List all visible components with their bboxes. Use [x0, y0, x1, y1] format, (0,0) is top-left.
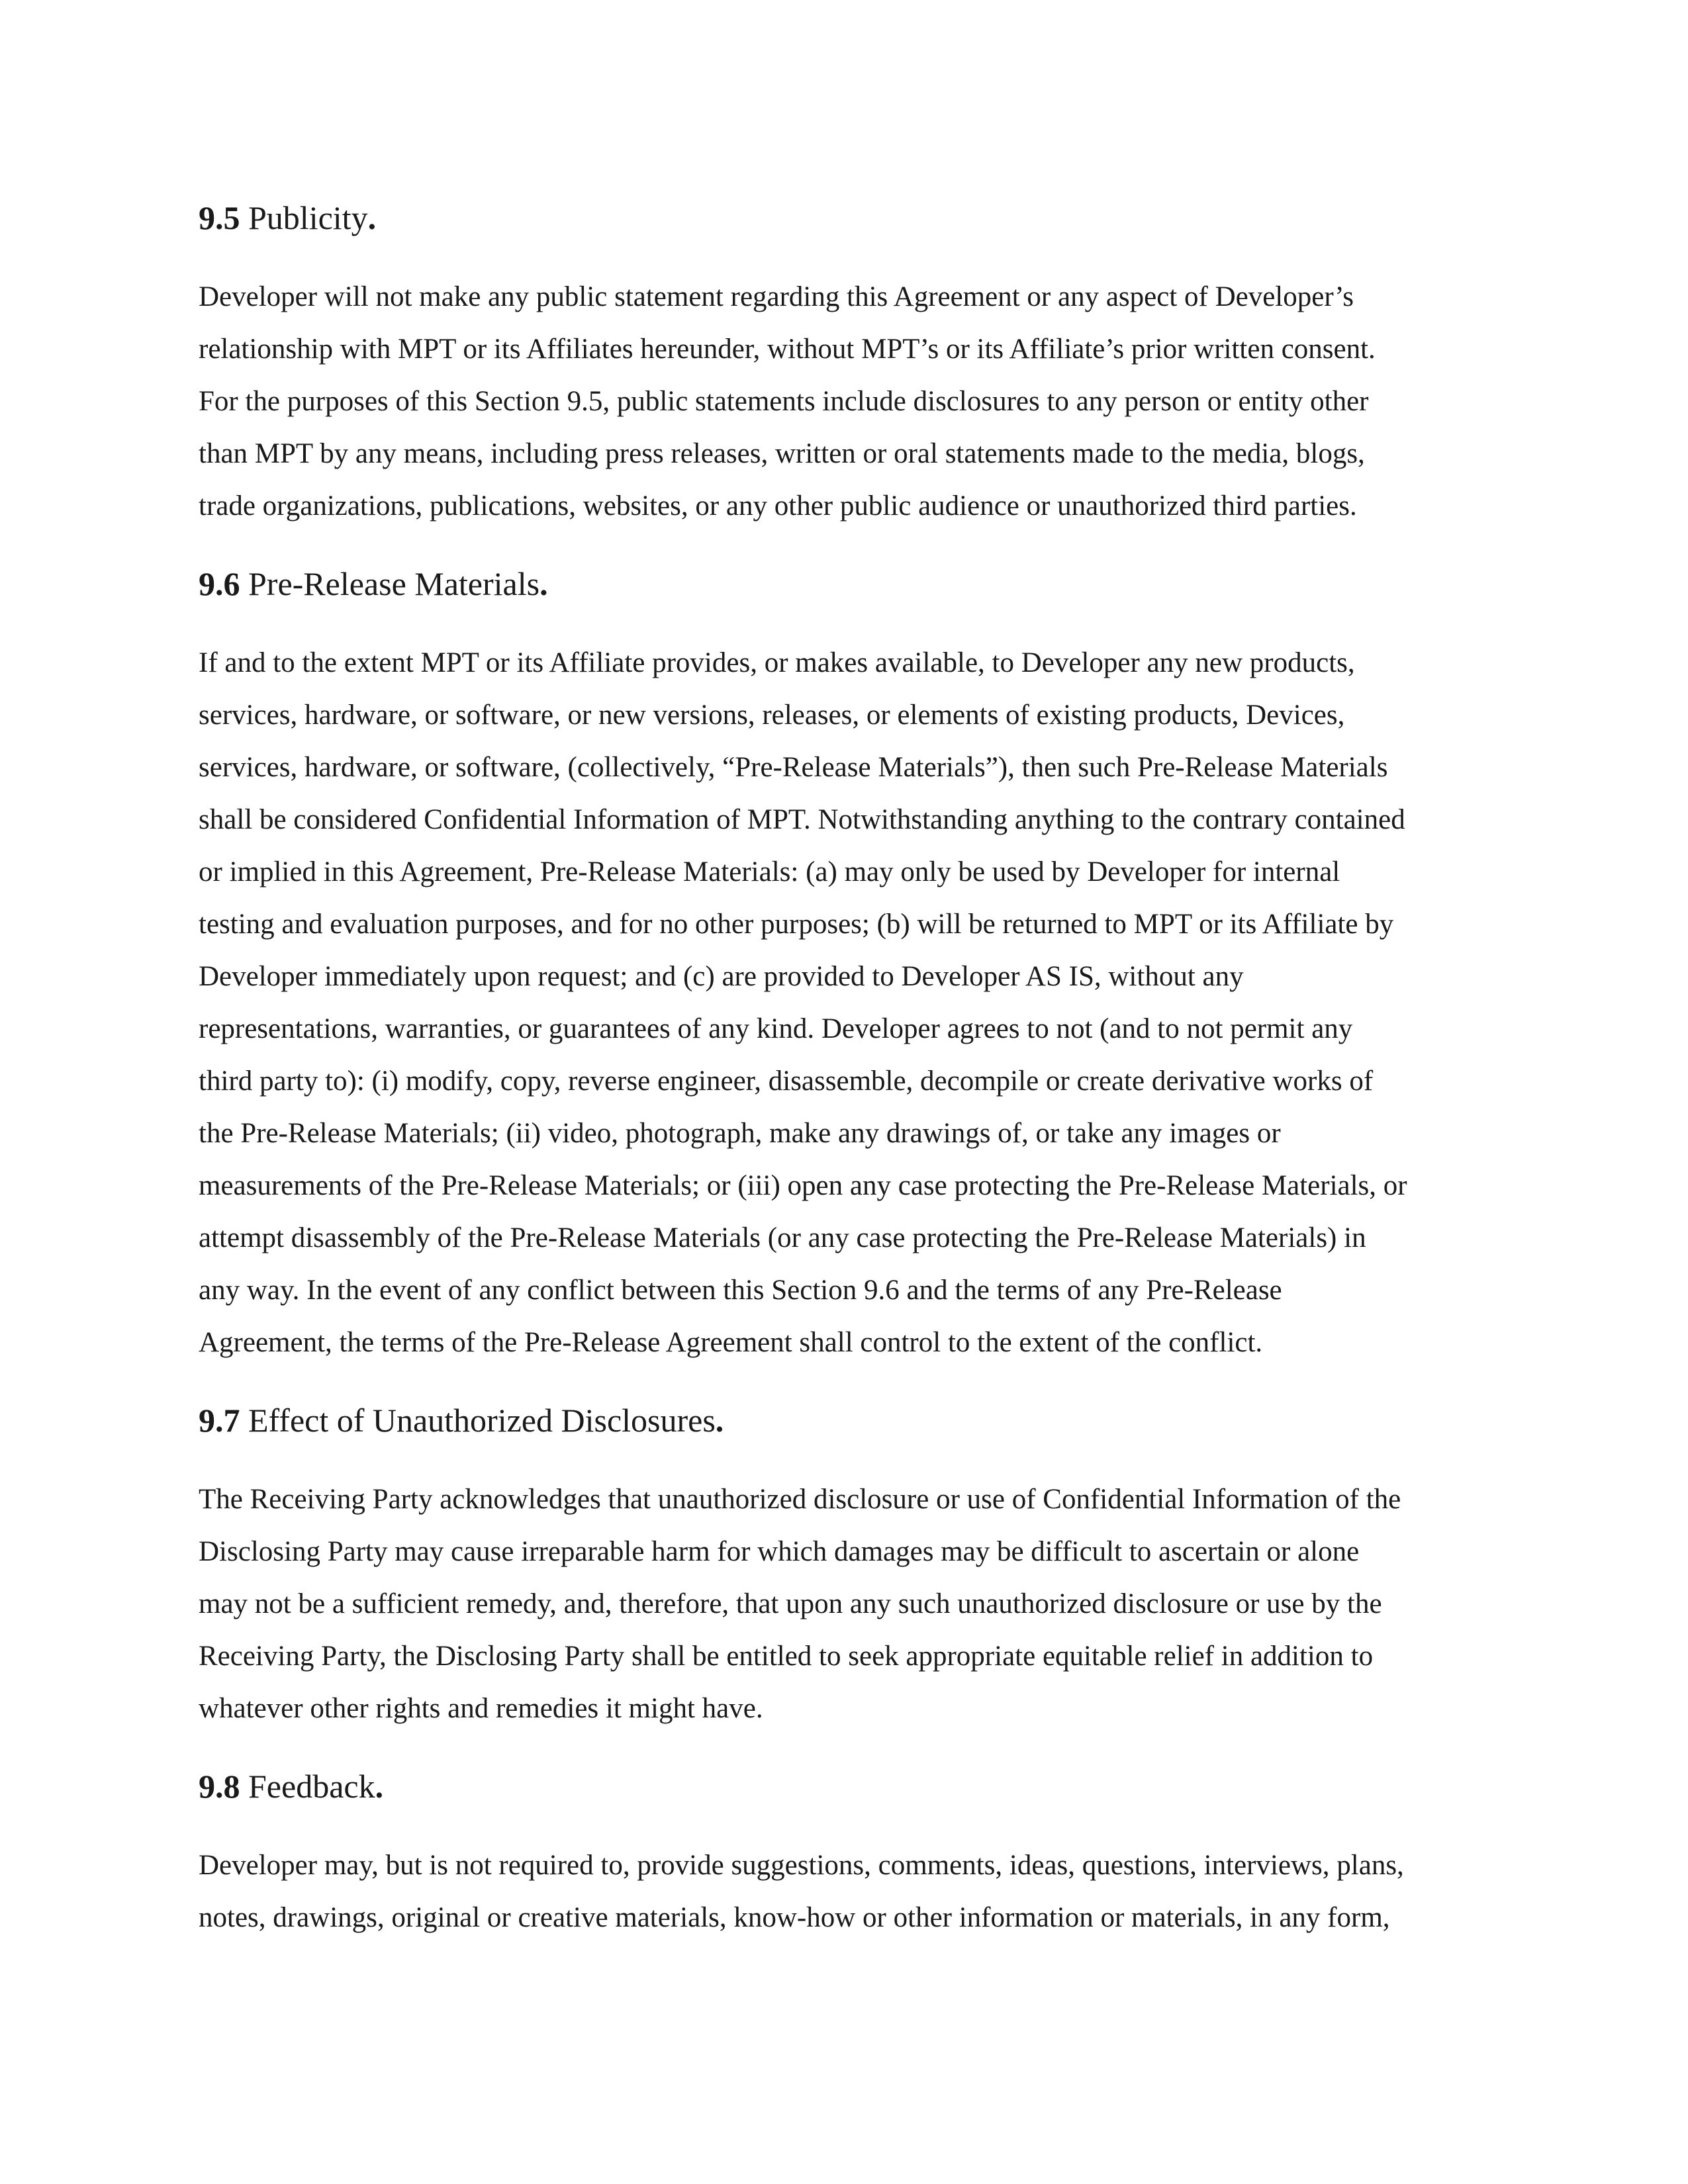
section-9-6 — [199, 561, 1496, 1369]
section-heading — [199, 195, 1496, 240]
section-number: 9.8 — [199, 1768, 240, 1805]
paragraph-line: representations, warranties, or guarantees of any kind. Developer agrees to not (and to not permit any — [199, 1013, 1353, 1044]
section-title-period: . — [715, 1402, 724, 1439]
paragraph-line: Developer immediately upon request; and (c) are provided to Developer AS IS, without any — [199, 961, 1244, 992]
section-paragraph — [199, 1473, 1496, 1735]
section-9-7 — [199, 1398, 1496, 1735]
section-9-8 — [199, 1764, 1496, 1944]
section-9-5 — [199, 195, 1496, 532]
paragraph-line: trade organizations, publications, websites, or any other public audience or unauthorized third parties. — [199, 490, 1357, 522]
section-heading — [199, 561, 1496, 606]
section-title-period: . — [539, 565, 548, 602]
paragraph-line: any way. In the event of any conflict between this Section 9.6 and the terms of any Pre-Release — [199, 1275, 1282, 1306]
section-title-period: . — [367, 199, 377, 236]
section-title: Publicity — [248, 199, 368, 236]
paragraph-line: third party to): (i) modify, copy, reverse engineer, disassemble, decompile or create derivative works of — [199, 1066, 1374, 1097]
section-title: Feedback — [248, 1768, 375, 1805]
section-title-period: . — [375, 1768, 384, 1805]
paragraph-line: relationship with MPT or its Affiliates hereunder, without MPT’s or its Affiliate’s prior written consent. — [199, 334, 1376, 365]
section-paragraph — [199, 271, 1496, 532]
paragraph-line: than MPT by any means, including press releases, written or oral statements made to the media, blogs, — [199, 438, 1365, 469]
paragraph-line: may not be a sufficient remedy, and, therefore, that upon any such unauthorized disclosure or use by the — [199, 1588, 1382, 1619]
section-paragraph — [199, 637, 1496, 1369]
paragraph-line: For the purposes of this Section 9.5, public statements include disclosures to any person or entity other — [199, 386, 1369, 417]
paragraph-line: Receiving Party, the Disclosing Party shall be entitled to seek appropriate equitable relief in addition to — [199, 1641, 1374, 1672]
paragraph-line: the Pre-Release Materials; (ii) video, photograph, make any drawings of, or take any images or — [199, 1118, 1281, 1149]
section-title: Pre-Release Materials — [248, 565, 540, 602]
paragraph-line: Developer will not make any public statement regarding this Agreement or any aspect of Developer’s — [199, 281, 1354, 312]
paragraph-line: testing and evaluation purposes, and for no other purposes; (b) will be returned to MPT or its Affiliate by — [199, 909, 1394, 940]
paragraph-line: whatever other rights and remedies it might have. — [199, 1693, 763, 1724]
section-heading — [199, 1764, 1496, 1809]
paragraph-line: attempt disassembly of the Pre-Release Materials (or any case protecting the Pre-Release Materials) in — [199, 1222, 1366, 1253]
section-heading — [199, 1398, 1496, 1443]
paragraph-line: services, hardware, or software, or new versions, releases, or elements of existing products, Devices, — [199, 700, 1345, 731]
section-number: 9.5 — [199, 199, 240, 236]
paragraph-line: Agreement, the terms of the Pre-Release Agreement shall control to the extent of the conflict. — [199, 1327, 1263, 1358]
section-title: Effect of Unauthorized Disclosures — [248, 1402, 716, 1439]
section-paragraph — [199, 1839, 1496, 1944]
paragraph-line: Disclosing Party may cause irreparable harm for which damages may be difficult to ascertain or alone — [199, 1536, 1360, 1567]
paragraph-line: shall be considered Confidential Information of MPT. Notwithstanding anything to the contrary contained — [199, 804, 1405, 835]
paragraph-line: notes, drawings, original or creative materials, know-how or other information or materials, in any form, — [199, 1902, 1390, 1933]
paragraph-line: Developer may, but is not required to, provide suggestions, comments, ideas, questions, interviews, plans, — [199, 1850, 1404, 1881]
paragraph-line: or implied in this Agreement, Pre-Release Materials: (a) may only be used by Developer for internal — [199, 856, 1340, 887]
paragraph-line: measurements of the Pre-Release Materials; or (iii) open any case protecting the Pre-Release Materials, or — [199, 1170, 1407, 1201]
section-number: 9.6 — [199, 565, 240, 602]
paragraph-line: The Receiving Party acknowledges that unauthorized disclosure or use of Confidential Information of the — [199, 1484, 1401, 1515]
document-page — [199, 195, 1496, 1973]
paragraph-line: If and to the extent MPT or its Affiliate provides, or makes available, to Developer any new products, — [199, 647, 1355, 678]
section-number: 9.7 — [199, 1402, 240, 1439]
paragraph-line: services, hardware, or software, (collectively, “Pre-Release Materials”), then such Pre-Release Materials — [199, 752, 1388, 783]
